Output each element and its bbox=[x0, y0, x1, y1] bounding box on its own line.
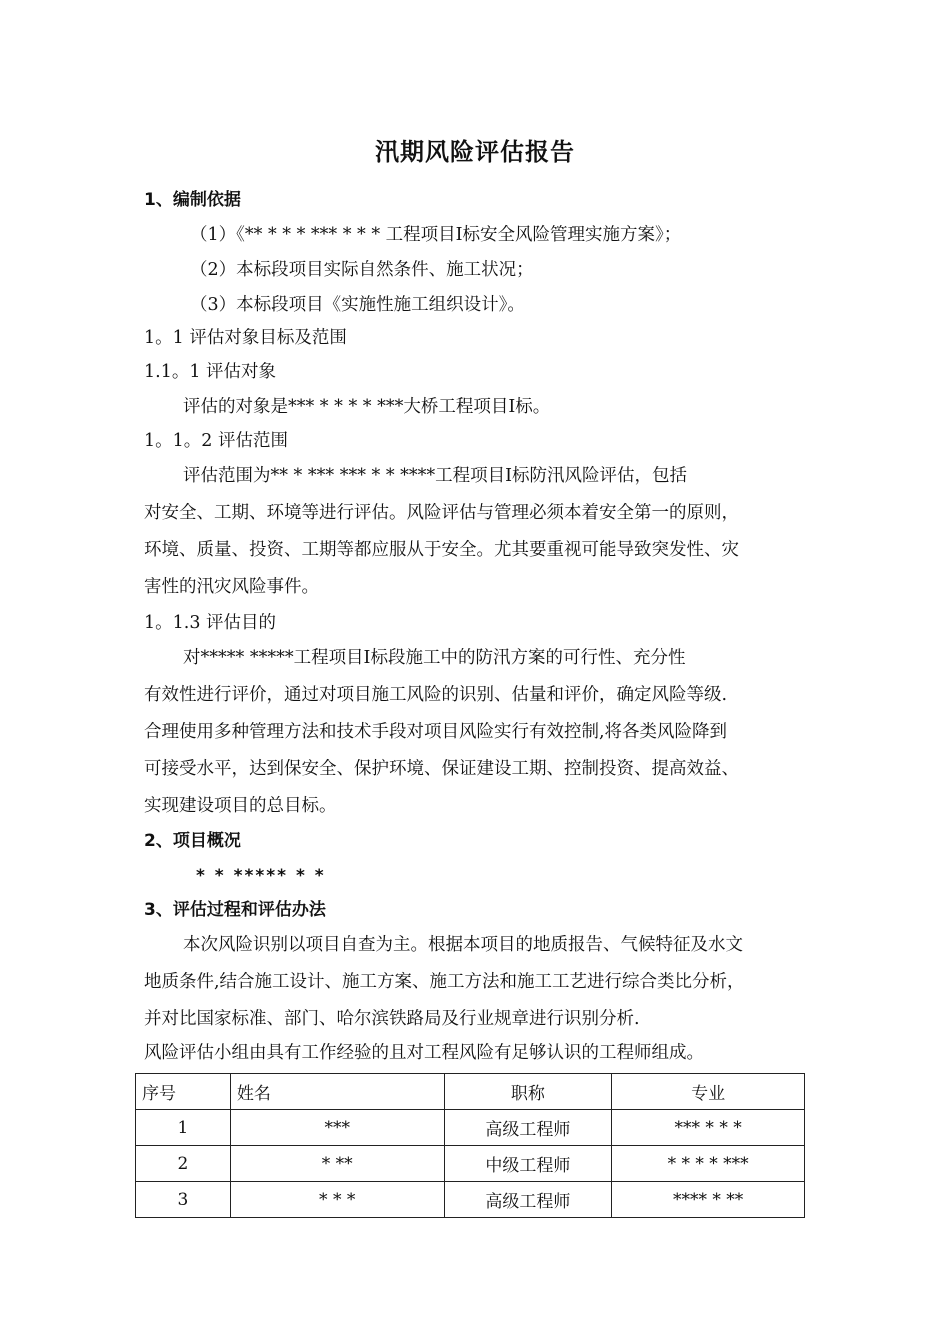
section-1-1-2-heading: 1。1。2 评估范围 bbox=[144, 431, 288, 451]
section-1-1-1-heading: 1.1。1 评估对象 bbox=[144, 362, 277, 382]
cell-no: 2 bbox=[136, 1146, 231, 1182]
section-1-heading: 1、编制依据 bbox=[144, 190, 241, 210]
table-header-row bbox=[136, 1074, 805, 1110]
process-line-2: 地质条件,结合施工设计、施工方案、施工方法和施工工艺进行综合类比分析， bbox=[144, 972, 745, 992]
cell-title: 高级工程师 bbox=[444, 1110, 612, 1146]
purpose-line-3: 合理使用多种管理方法和技术手段对项目风险实行有效控制,将各类风险降到 bbox=[144, 722, 728, 742]
scope-line-4: 害性的汛灾风险事件。 bbox=[144, 577, 319, 597]
table-row bbox=[136, 1146, 805, 1182]
header-title: 职称 bbox=[444, 1074, 612, 1110]
basis-item-3: （3）本标段项目《实施性施工组织设计》。 bbox=[190, 295, 525, 315]
basis-item-2: （2）本标段项目实际自然条件、施工状况； bbox=[190, 260, 534, 280]
header-specialty: 专业 bbox=[612, 1074, 805, 1110]
cell-name: * * * bbox=[230, 1182, 444, 1218]
assessment-team-table bbox=[135, 1073, 805, 1218]
project-overview-text: * * ***** * * bbox=[196, 866, 326, 886]
table-row bbox=[136, 1182, 805, 1218]
purpose-line-5: 实现建设项目的总目标。 bbox=[144, 796, 337, 816]
scope-line-1: 评估范围为** * *** *** * * ****工程项目Ⅰ标防汛风险评估，包括 bbox=[183, 466, 688, 486]
process-line-4: 风险评估小组由具有工作经验的且对工程风险有足够认识的工程师组成。 bbox=[144, 1043, 704, 1063]
purpose-line-2: 有效性进行评价，通过对项目施工风险的识别、估量和评价，确定风险等级. bbox=[144, 685, 728, 705]
document-title: 汛期风险评估报告 bbox=[375, 138, 575, 166]
cell-title: 高级工程师 bbox=[444, 1182, 612, 1218]
section-1-1-1-text: 评估的对象是*** * * * * ***大桥工程项目Ⅰ标。 bbox=[183, 397, 551, 417]
cell-name: * ** bbox=[230, 1146, 444, 1182]
cell-specialty: * * * * *** bbox=[612, 1146, 805, 1182]
basis-item-1: （1）《** * * * *** * * * 工程项目Ⅰ标安全风险管理实施方案》； bbox=[190, 225, 682, 245]
cell-specialty: **** * ** bbox=[612, 1182, 805, 1218]
purpose-line-1: 对***** *****工程项目Ⅰ标段施工中的防汛方案的可行性、充分性 bbox=[183, 648, 686, 668]
section-3-heading: 3、评估过程和评估办法 bbox=[144, 900, 326, 920]
cell-name: *** bbox=[230, 1110, 444, 1146]
process-line-1: 本次风险识别以项目自查为主。根据本项目的地质报告、气候特征及水文 bbox=[183, 935, 743, 955]
cell-specialty: *** * * * bbox=[612, 1110, 805, 1146]
purpose-line-4: 可接受水平，达到保安全、保护环境、保证建设工期、控制投资、提高效益、 bbox=[144, 759, 739, 779]
header-no: 序号 bbox=[136, 1074, 231, 1110]
cell-no: 3 bbox=[136, 1182, 231, 1218]
header-name: 姓名 bbox=[230, 1074, 444, 1110]
process-line-3: 并对比国家标准、部门、哈尔滨铁路局及行业规章进行识别分析. bbox=[144, 1009, 640, 1029]
cell-no: 1 bbox=[136, 1110, 231, 1146]
table-row bbox=[136, 1110, 805, 1146]
section-1-1-heading: 1。1 评估对象目标及范围 bbox=[144, 328, 347, 348]
cell-title: 中级工程师 bbox=[444, 1146, 612, 1182]
section-1-1-3-heading: 1。1.3 评估目的 bbox=[144, 613, 277, 633]
scope-line-3: 环境、质量、投资、工期等都应服从于安全。尤其要重视可能导致突发性、灾 bbox=[144, 540, 739, 560]
scope-line-2: 对安全、工期、环境等进行评估。风险评估与管理必须本着安全第一的原则， bbox=[144, 503, 739, 523]
section-2-heading: 2、项目概况 bbox=[144, 831, 241, 851]
